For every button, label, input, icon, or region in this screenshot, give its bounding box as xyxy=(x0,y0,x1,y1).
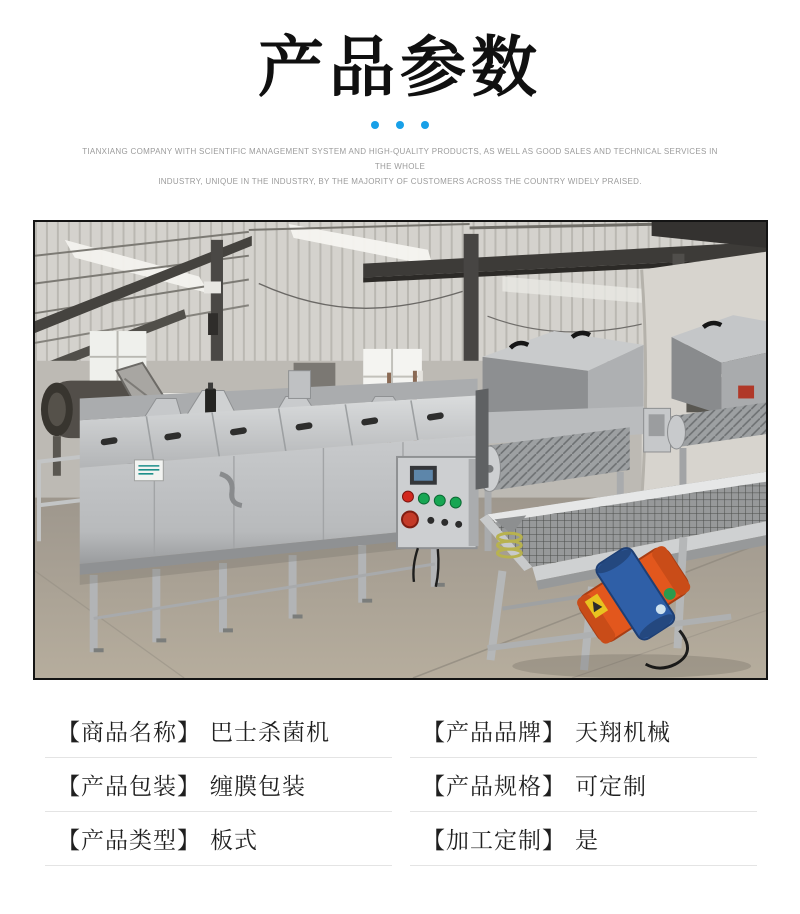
company-tagline xyxy=(80,144,720,189)
spec-row xyxy=(45,704,392,758)
factory-scene-illustration xyxy=(35,222,766,678)
spec-row xyxy=(410,758,757,812)
tagline-line-1: TIANXIANG COMPANY WITH SCIENTIFIC MANAGEMENT SYSTEM AND HIGH-QUALITY PRODUCTS, AS WELL AS GOOD SALES AND TECHNICAL SERVICES IN THE WHOLE xyxy=(82,147,718,172)
product-specs xyxy=(0,704,800,866)
specs-right-column xyxy=(410,704,757,866)
spec-row xyxy=(45,758,392,812)
junction-box xyxy=(643,409,670,453)
spec-label: 【商品名称】 xyxy=(57,719,201,746)
spec-value: 板式 xyxy=(210,827,258,854)
page-title: 产品参数 xyxy=(258,30,542,104)
spec-label: 【产品类型】 xyxy=(57,827,201,854)
spec-value: 是 xyxy=(575,827,599,854)
product-photo xyxy=(33,220,768,680)
spec-value: 可定制 xyxy=(575,773,647,800)
spec-label: 【产品规格】 xyxy=(422,773,566,800)
spec-label: 【产品包装】 xyxy=(57,773,201,800)
spec-value: 巴士杀菌机 xyxy=(210,719,330,746)
tagline-line-2: INDUSTRY, UNIQUE IN THE INDUSTRY, BY THE MAJORITY OF CUSTOMERS ACROSS THE COUNTRY WIDELY PRAISED. xyxy=(158,177,642,187)
spec-label: 【加工定制】 xyxy=(422,827,566,854)
dot-icon xyxy=(396,121,404,129)
spec-value: 天翔机械 xyxy=(575,719,671,746)
spec-label: 【产品品牌】 xyxy=(422,719,566,746)
title-dots-ornament xyxy=(0,121,800,129)
specs-left-column xyxy=(45,704,392,866)
spec-row xyxy=(410,812,757,866)
dot-icon xyxy=(421,121,429,129)
dot-icon xyxy=(371,121,379,129)
spec-row xyxy=(45,812,392,866)
spec-value: 缠膜包装 xyxy=(210,773,306,800)
spec-row xyxy=(410,704,757,758)
